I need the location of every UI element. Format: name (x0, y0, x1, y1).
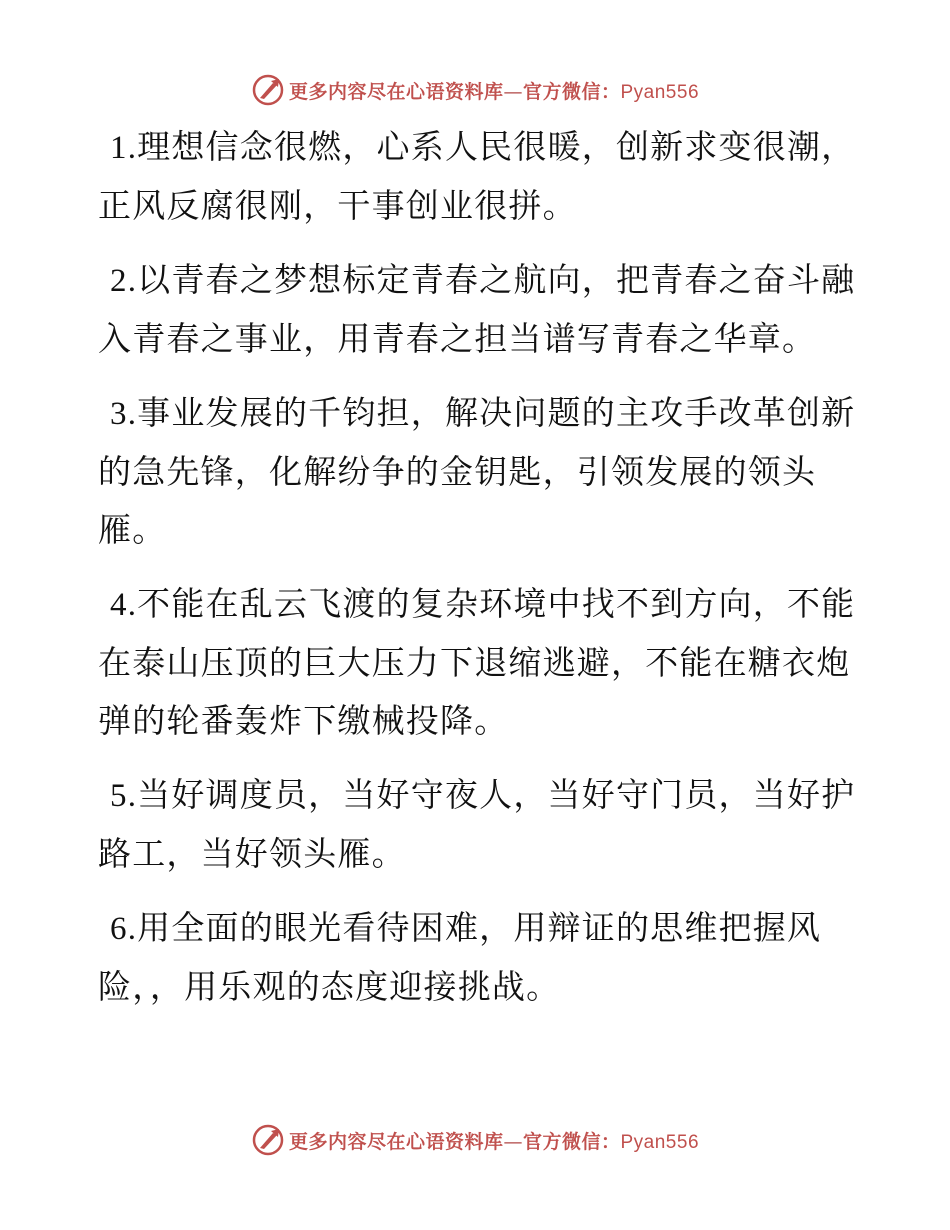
footer-wechat-label: 官方微信： (522, 1130, 621, 1153)
item-number: 1. (110, 130, 138, 166)
item-number: 6. (110, 911, 138, 947)
footer-banner (0, 1120, 950, 1160)
item-text: 理想信念很燃，心系人民很暖，创新求变很潮，正风反腐很刚，干事创业很拼。 (98, 127, 856, 225)
list-item (98, 575, 858, 750)
header-banner-text (289, 77, 699, 104)
item-number: 2. (110, 263, 138, 299)
item-text: 以青春之梦想标定青春之航向，把青春之奋斗融入青春之事业，用青春之担当谱写青春之华章。 (98, 260, 856, 358)
list-item (98, 384, 858, 559)
list-item (98, 251, 858, 368)
item-text: 不能在乱云飞渡的复杂环境中找不到方向，不能在泰山压顶的巨大压力下退缩逃避，不能在糖衣炮弹的轮番轰炸下缴械投降。 (98, 584, 856, 740)
header-banner-dash: — (503, 80, 523, 103)
quill-logo-icon (251, 1123, 285, 1157)
item-text: 当好调度员，当好守夜人，当好守门员，当好护路工，当好领头雁。 (98, 775, 856, 873)
item-number: 4. (110, 587, 138, 623)
item-number: 3. (110, 396, 138, 432)
header-banner-title: 更多内容尽在心语资料库 (288, 80, 504, 103)
item-text: 用全面的眼光看待困难，用辩证的思维把握风险，，用乐观的态度迎接挑战。 (98, 908, 822, 1006)
item-number: 5. (110, 778, 138, 814)
header-wechat-id: Pyan556 (620, 81, 700, 103)
list-item (98, 899, 858, 1016)
item-text: 事业发展的千钧担，解决问题的主攻手改革创新的急先锋，化解纷争的金钥匙，引领发展的领头雁。 (98, 393, 856, 549)
footer-banner-title: 更多内容尽在心语资料库 (288, 1130, 504, 1153)
document-body (98, 118, 858, 1032)
footer-banner-text (289, 1127, 699, 1154)
footer-wechat-id: Pyan556 (620, 1131, 700, 1153)
list-item (98, 766, 858, 883)
header-banner (0, 70, 950, 110)
list-item (98, 118, 858, 235)
quill-logo-icon (251, 73, 285, 107)
header-wechat-label: 官方微信： (522, 80, 621, 103)
footer-banner-dash: — (503, 1130, 523, 1153)
